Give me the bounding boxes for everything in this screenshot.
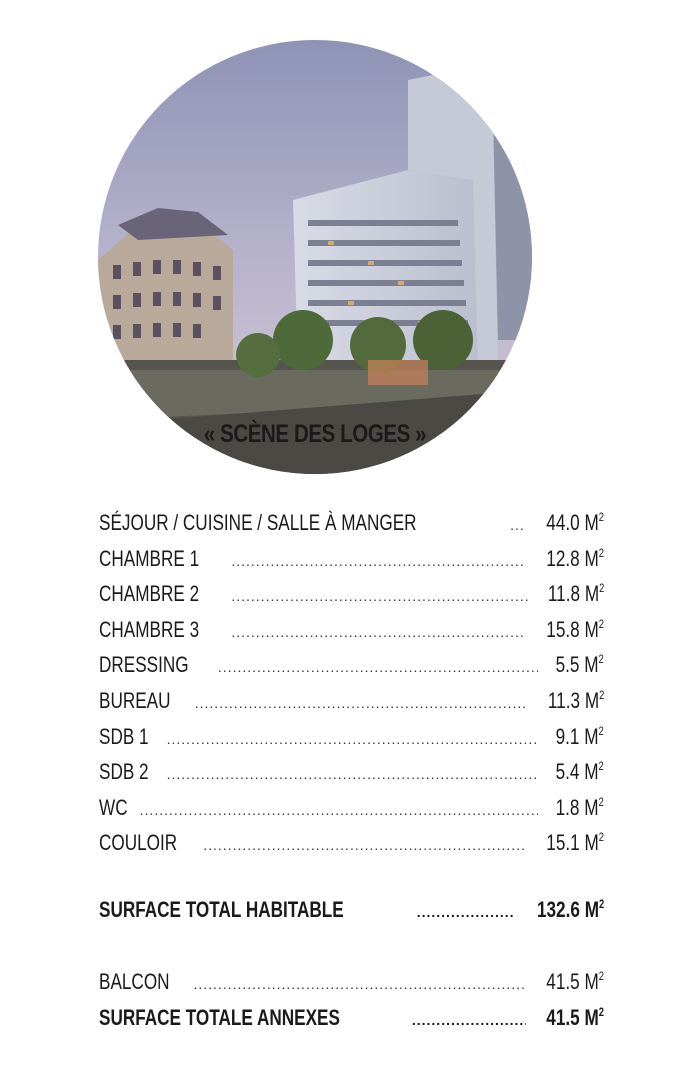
total-area: 132.6 $M^2$: [536, 897, 604, 922]
annex-row: [99, 959, 604, 995]
leader-dots: [167, 722, 539, 758]
page-title: « SCÈNE DES LOGES »: [203, 420, 427, 448]
leader-dots: [218, 650, 538, 686]
room-area: 11.8 $M^2$: [547, 581, 604, 607]
annex-total-label: SURFACE TOTALE ANNEXES: [99, 1004, 340, 1030]
room-area: 9.1 $M^2$: [555, 723, 604, 749]
room-area: 5.4 $M^2$: [555, 759, 604, 785]
leader-dots: [167, 757, 539, 793]
leader-dots: [231, 579, 527, 615]
building-photo: [98, 40, 532, 474]
room-list: [99, 500, 604, 856]
annex-section: [99, 959, 604, 1030]
room-label: CHAMBRE 3: [99, 616, 200, 642]
leader-dots: [195, 686, 528, 722]
leader-dots: [412, 1003, 526, 1039]
room-label: SDB 1: [99, 723, 149, 749]
leader-dots: [231, 615, 526, 651]
room-label: CHAMBRE 1: [99, 545, 200, 571]
leader-dots: [510, 508, 526, 544]
leader-dots: [140, 793, 539, 829]
room-label: CHAMBRE 2: [99, 581, 200, 607]
room-area: 15.8 $M^2$: [546, 616, 604, 642]
annex-total-area: 41.5 $M^2$: [546, 1004, 604, 1030]
room-label: SÉJOUR / CUISINE / SALLE À MANGER: [99, 510, 417, 535]
total-section: [99, 887, 604, 923]
room-area: 11.3 $M^2$: [547, 687, 604, 713]
room-label: DRESSING: [99, 652, 189, 678]
annex-area: 41.5 $M^2$: [546, 969, 604, 994]
room-area: 5.5 $M^2$: [555, 652, 604, 678]
room-row: [99, 536, 604, 572]
room-label: BUREAU: [99, 687, 171, 713]
room-label: SDB 2: [99, 759, 149, 785]
room-area: 1.8 $M^2$: [555, 794, 604, 820]
leader-dots: [231, 544, 526, 580]
leader-dots: [417, 895, 514, 931]
leader-dots: [193, 967, 526, 1003]
room-area: 15.1 $M^2$: [546, 830, 604, 856]
total-row: [99, 887, 604, 923]
room-label: COULOIR: [99, 830, 178, 856]
room-area: 12.8 $M^2$: [546, 545, 604, 571]
annex-label: BALCON: [99, 969, 170, 994]
room-area: 44.0 $M^2$: [546, 510, 604, 535]
room-label: WC: [99, 794, 128, 820]
leader-dots: [203, 828, 526, 864]
total-label: SURFACE TOTAL HABITABLE: [99, 897, 344, 922]
room-row: [99, 500, 604, 536]
